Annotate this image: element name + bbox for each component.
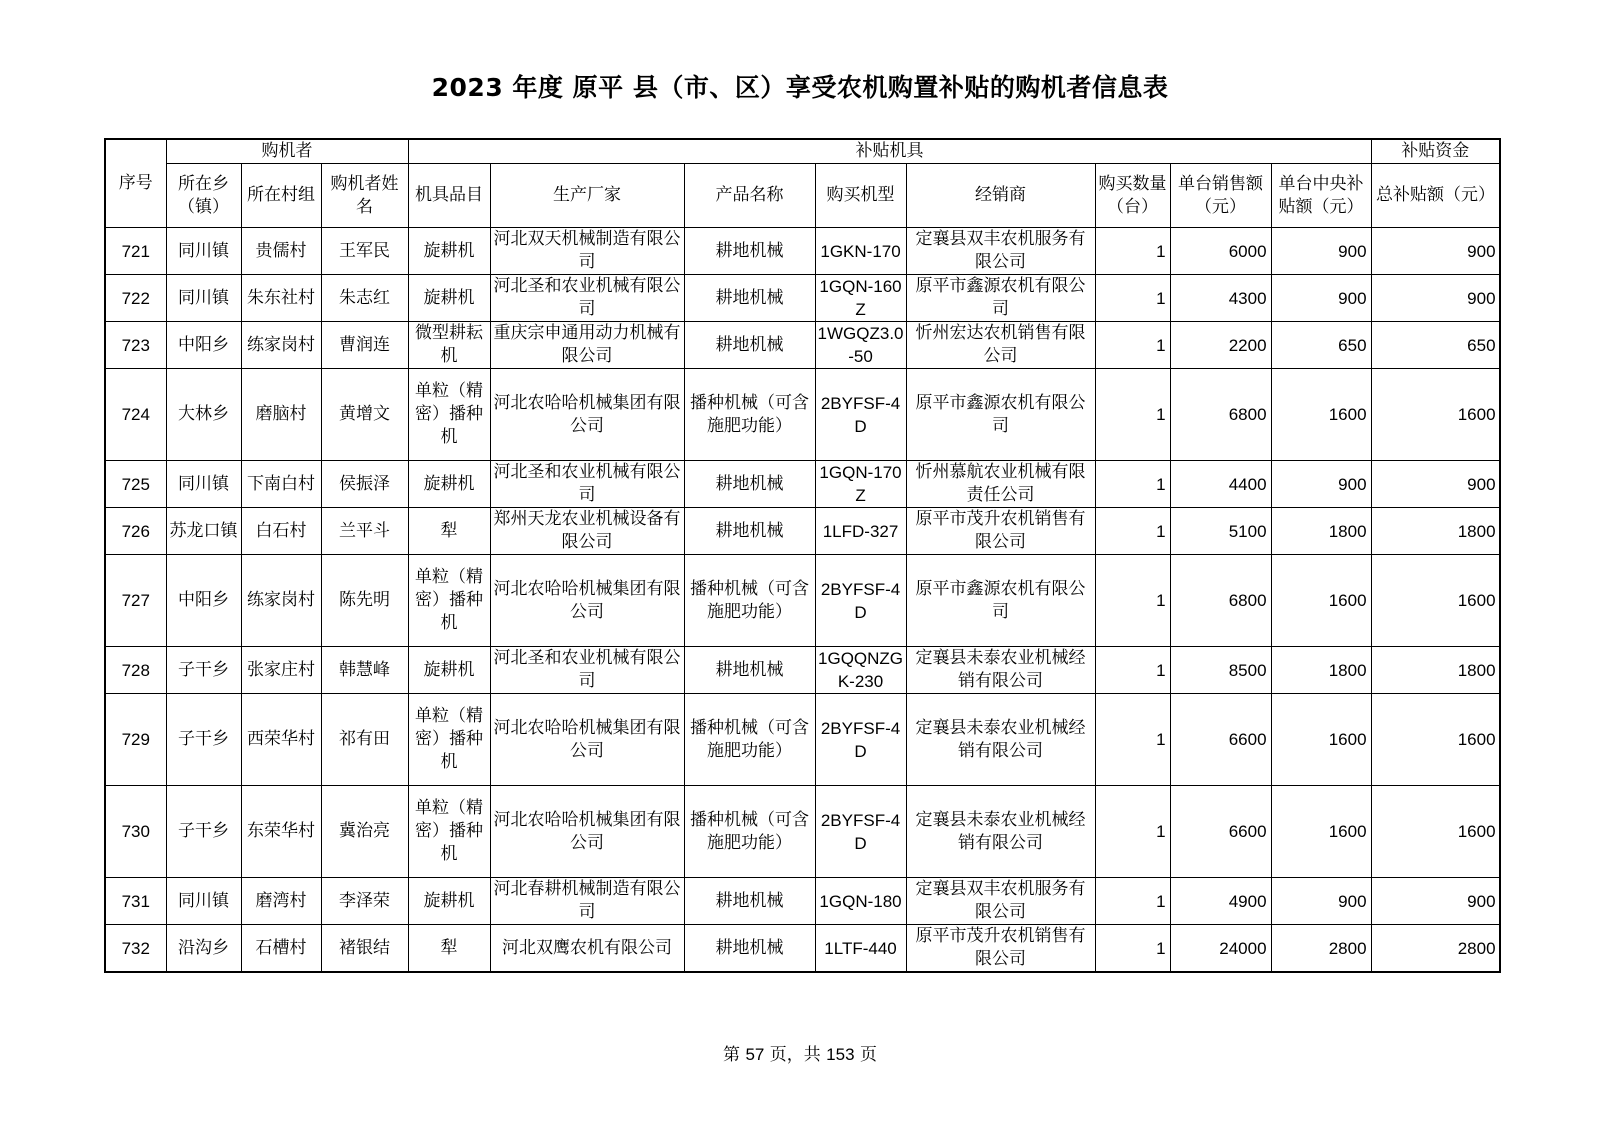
cell-dealer: 忻州宏达农机销售有限公司 [906,322,1095,369]
header-model: 购买机型 [815,164,906,228]
cell-village: 贵儒村 [241,228,321,275]
cell-product: 耕地机械 [684,461,815,508]
header-village: 所在村组 [241,164,321,228]
cell-qty: 1 [1095,555,1170,647]
header-seq: 序号 [105,139,166,228]
table-row [105,555,1500,647]
cell-total: 900 [1371,878,1500,925]
cell-category: 犁 [408,925,490,973]
cell-product: 耕地机械 [684,508,815,555]
cell-town: 子干乡 [166,694,241,786]
cell-category: 单粒（精密）播种机 [408,555,490,647]
cell-category: 旋耕机 [408,228,490,275]
cell-name: 朱志红 [321,275,408,322]
cell-qty: 1 [1095,647,1170,694]
cell-central: 900 [1271,228,1371,275]
cell-central: 1800 [1271,508,1371,555]
cell-qty: 1 [1095,508,1170,555]
cell-village: 朱东社村 [241,275,321,322]
cell-qty: 1 [1095,878,1170,925]
cell-maker: 河北农哈哈机械集团有限公司 [490,555,684,647]
header-central: 单台中央补贴额（元） [1271,164,1371,228]
table-row [105,369,1500,461]
cell-name: 陈先明 [321,555,408,647]
header-total: 总补贴额（元） [1371,164,1500,228]
cell-category: 旋耕机 [408,647,490,694]
cell-price: 4300 [1170,275,1271,322]
footer-total-pages: 153 [826,1045,855,1064]
cell-price: 4400 [1170,461,1271,508]
cell-dealer: 原平市鑫源农机有限公司 [906,369,1095,461]
cell-name: 侯振泽 [321,461,408,508]
table-row [105,694,1500,786]
cell-village: 石槽村 [241,925,321,973]
cell-qty: 1 [1095,461,1170,508]
cell-village: 练家岗村 [241,555,321,647]
cell-model: 1WGQZ3.0-50 [815,322,906,369]
cell-name: 李泽荣 [321,878,408,925]
cell-maker: 重庆宗申通用动力机械有限公司 [490,322,684,369]
subsidy-table [104,138,1501,973]
cell-category: 单粒（精密）播种机 [408,694,490,786]
cell-dealer: 原平市鑫源农机有限公司 [906,555,1095,647]
cell-category: 单粒（精密）播种机 [408,786,490,878]
table-row [105,322,1500,369]
cell-product: 播种机械（可含施肥功能） [684,555,815,647]
cell-seq: 728 [105,647,166,694]
cell-maker: 河北双鹰农机有限公司 [490,925,684,973]
cell-town: 中阳乡 [166,322,241,369]
cell-seq: 722 [105,275,166,322]
cell-model: 1GQQNZGK-230 [815,647,906,694]
cell-village: 张家庄村 [241,647,321,694]
cell-town: 子干乡 [166,647,241,694]
cell-price: 4900 [1170,878,1271,925]
header-category: 机具品目 [408,164,490,228]
cell-product: 耕地机械 [684,878,815,925]
header-price: 单台销售额（元） [1170,164,1271,228]
header-group-buyer: 购机者 [166,139,408,164]
cell-total: 1600 [1371,369,1500,461]
cell-price: 24000 [1170,925,1271,973]
cell-qty: 1 [1095,275,1170,322]
cell-seq: 729 [105,694,166,786]
header-maker: 生产厂家 [490,164,684,228]
cell-village: 西荣华村 [241,694,321,786]
table-row [105,508,1500,555]
cell-dealer: 定襄县未泰农业机械经销有限公司 [906,786,1095,878]
cell-central: 900 [1271,878,1371,925]
cell-central: 1600 [1271,369,1371,461]
table-row [105,461,1500,508]
cell-central: 1600 [1271,694,1371,786]
cell-model: 1GQN-160Z [815,275,906,322]
cell-central: 650 [1271,322,1371,369]
cell-dealer: 原平市茂升农机销售有限公司 [906,925,1095,973]
cell-price: 8500 [1170,647,1271,694]
cell-maker: 河北春耕机械制造有限公司 [490,878,684,925]
table-row [105,786,1500,878]
cell-dealer: 定襄县未泰农业机械经销有限公司 [906,647,1095,694]
cell-town: 子干乡 [166,786,241,878]
cell-total: 1600 [1371,694,1500,786]
cell-maker: 河北双天机械制造有限公司 [490,228,684,275]
cell-village: 练家岗村 [241,322,321,369]
table-row [105,275,1500,322]
cell-total: 650 [1371,322,1500,369]
cell-total: 1600 [1371,786,1500,878]
footer-prefix: 第 [723,1045,741,1065]
cell-seq: 725 [105,461,166,508]
cell-product: 耕地机械 [684,275,815,322]
header-qty: 购买数量（台） [1095,164,1170,228]
page-title: 2023 年度 原平 县（市、区）享受农机购置补贴的购机者信息表 [431,73,1169,102]
cell-name: 祁有田 [321,694,408,786]
cell-total: 1600 [1371,555,1500,647]
cell-price: 2200 [1170,322,1271,369]
cell-category: 旋耕机 [408,878,490,925]
table-row [105,925,1500,973]
cell-qty: 1 [1095,369,1170,461]
cell-town: 中阳乡 [166,555,241,647]
cell-qty: 1 [1095,786,1170,878]
cell-product: 播种机械（可含施肥功能） [684,694,815,786]
cell-price: 6600 [1170,694,1271,786]
cell-product: 耕地机械 [684,228,815,275]
cell-town: 大林乡 [166,369,241,461]
cell-category: 旋耕机 [408,461,490,508]
cell-seq: 731 [105,878,166,925]
cell-town: 苏龙口镇 [166,508,241,555]
cell-maker: 河北农哈哈机械集团有限公司 [490,786,684,878]
cell-total: 2800 [1371,925,1500,973]
cell-maker: 河北农哈哈机械集团有限公司 [490,694,684,786]
cell-village: 磨脑村 [241,369,321,461]
cell-product: 耕地机械 [684,322,815,369]
cell-price: 6800 [1170,555,1271,647]
cell-village: 东荣华村 [241,786,321,878]
cell-model: 2BYFSF-4D [815,694,906,786]
cell-qty: 1 [1095,694,1170,786]
cell-name: 王军民 [321,228,408,275]
cell-maker: 河北圣和农业机械有限公司 [490,461,684,508]
cell-total: 900 [1371,228,1500,275]
cell-village: 磨湾村 [241,878,321,925]
table-row [105,647,1500,694]
cell-maker: 河北农哈哈机械集团有限公司 [490,369,684,461]
cell-dealer: 定襄县未泰农业机械经销有限公司 [906,694,1095,786]
cell-name: 冀治亮 [321,786,408,878]
cell-category: 微型耕耘机 [408,322,490,369]
cell-category: 单粒（精密）播种机 [408,369,490,461]
cell-name: 褚银结 [321,925,408,973]
cell-seq: 721 [105,228,166,275]
cell-price: 6000 [1170,228,1271,275]
cell-central: 1600 [1271,555,1371,647]
cell-dealer: 定襄县双丰农机服务有限公司 [906,228,1095,275]
cell-village: 下南白村 [241,461,321,508]
cell-product: 耕地机械 [684,925,815,973]
cell-central: 1600 [1271,786,1371,878]
header-group-machine: 补贴机具 [408,139,1371,164]
cell-model: 1GQN-170Z [815,461,906,508]
header-product: 产品名称 [684,164,815,228]
cell-town: 同川镇 [166,275,241,322]
cell-seq: 723 [105,322,166,369]
table-row [105,878,1500,925]
cell-qty: 1 [1095,228,1170,275]
cell-model: 2BYFSF-4D [815,786,906,878]
header-dealer: 经销商 [906,164,1095,228]
cell-central: 900 [1271,461,1371,508]
cell-model: 2BYFSF-4D [815,555,906,647]
cell-seq: 727 [105,555,166,647]
cell-qty: 1 [1095,322,1170,369]
cell-central: 2800 [1271,925,1371,973]
table-row [105,228,1500,275]
cell-qty: 1 [1095,925,1170,973]
cell-total: 1800 [1371,647,1500,694]
cell-town: 沿沟乡 [166,925,241,973]
cell-model: 1LTF-440 [815,925,906,973]
footer-suffix: 页 [859,1045,877,1065]
cell-dealer: 忻州慕航农业机械有限责任公司 [906,461,1095,508]
cell-total: 900 [1371,275,1500,322]
cell-price: 6800 [1170,369,1271,461]
footer-page-number: 57 [745,1045,765,1064]
page-footer [0,1040,1600,1065]
cell-product: 播种机械（可含施肥功能） [684,369,815,461]
cell-seq: 730 [105,786,166,878]
header-group-fund: 补贴资金 [1371,139,1500,164]
cell-product: 耕地机械 [684,647,815,694]
cell-name: 曹润连 [321,322,408,369]
cell-central: 900 [1271,275,1371,322]
cell-town: 同川镇 [166,878,241,925]
cell-town: 同川镇 [166,461,241,508]
header-name: 购机者姓名 [321,164,408,228]
cell-central: 1800 [1271,647,1371,694]
cell-model: 1GQN-180 [815,878,906,925]
cell-total: 1800 [1371,508,1500,555]
cell-price: 6600 [1170,786,1271,878]
cell-total: 900 [1371,461,1500,508]
cell-category: 旋耕机 [408,275,490,322]
footer-middle: 页，共 [769,1045,821,1065]
cell-maker: 河北圣和农业机械有限公司 [490,647,684,694]
cell-price: 5100 [1170,508,1271,555]
cell-model: 1GKN-170 [815,228,906,275]
cell-model: 2BYFSF-4D [815,369,906,461]
cell-seq: 732 [105,925,166,973]
table-body [105,228,1500,973]
cell-seq: 726 [105,508,166,555]
cell-category: 犁 [408,508,490,555]
cell-maker: 河北圣和农业机械有限公司 [490,275,684,322]
cell-seq: 724 [105,369,166,461]
cell-town: 同川镇 [166,228,241,275]
cell-village: 白石村 [241,508,321,555]
cell-product: 播种机械（可含施肥功能） [684,786,815,878]
cell-dealer: 定襄县双丰农机服务有限公司 [906,878,1095,925]
cell-name: 韩慧峰 [321,647,408,694]
cell-maker: 郑州天龙农业机械设备有限公司 [490,508,684,555]
cell-dealer: 原平市茂升农机销售有限公司 [906,508,1095,555]
cell-model: 1LFD-327 [815,508,906,555]
cell-dealer: 原平市鑫源农机有限公司 [906,275,1095,322]
cell-name: 兰平斗 [321,508,408,555]
header-town: 所在乡（镇） [166,164,241,228]
cell-name: 黄增文 [321,369,408,461]
